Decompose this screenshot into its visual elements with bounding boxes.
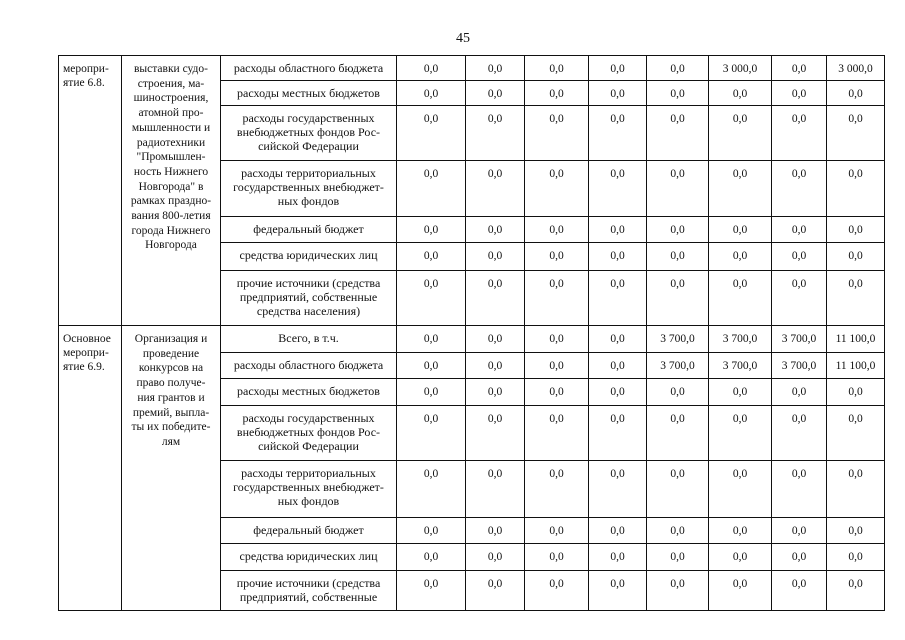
value-cell: 0,0 bbox=[525, 406, 589, 461]
value-cell: 0,0 bbox=[647, 571, 709, 611]
value-cell: 0,0 bbox=[827, 379, 885, 406]
funding-source-line: расходы государственных bbox=[242, 111, 375, 125]
value-cell: 0,0 bbox=[397, 161, 466, 217]
value-cell: 0,0 bbox=[589, 461, 647, 518]
value-cell: 0,0 bbox=[827, 217, 885, 243]
measure-name-line: радиотехники bbox=[136, 136, 206, 149]
value-cell: 0,0 bbox=[772, 161, 827, 217]
value-cell: 0,0 bbox=[589, 106, 647, 161]
table-row bbox=[59, 56, 885, 81]
value-cell: 0,0 bbox=[772, 56, 827, 81]
measure-name-line: Новгорода bbox=[145, 239, 197, 252]
value-cell: 0,0 bbox=[827, 81, 885, 106]
value-cell: 0,0 bbox=[525, 56, 589, 81]
measure-name-line: Организация и bbox=[134, 333, 208, 345]
funding-source-cell bbox=[221, 161, 397, 217]
value-cell: 0,0 bbox=[466, 326, 525, 353]
value-cell: 0,0 bbox=[466, 81, 525, 106]
value-cell: 0,0 bbox=[772, 81, 827, 106]
value-cell: 0,0 bbox=[397, 406, 466, 461]
value-cell: 0,0 bbox=[709, 217, 772, 243]
value-cell: 0,0 bbox=[466, 56, 525, 81]
value-cell: 0,0 bbox=[397, 217, 466, 243]
value-cell: 0,0 bbox=[827, 518, 885, 544]
funding-source-line: ных фондов bbox=[277, 494, 340, 508]
value-cell: 0,0 bbox=[466, 544, 525, 571]
funding-source-line: прочие источники (средства bbox=[236, 576, 381, 590]
funding-source-line: расходы областного бюджета bbox=[233, 61, 384, 75]
funding-source-cell bbox=[221, 353, 397, 379]
funding-source-line: сийской Федерации bbox=[258, 139, 359, 153]
funding-source-line: сийской Федерации bbox=[258, 439, 359, 453]
value-cell: 0,0 bbox=[647, 544, 709, 571]
funding-source-cell bbox=[221, 518, 397, 544]
measure-name-cell bbox=[122, 56, 221, 326]
value-cell: 0,0 bbox=[397, 326, 466, 353]
value-cell: 0,0 bbox=[589, 326, 647, 353]
funding-source-line: предприятий, собственные bbox=[239, 290, 378, 304]
measure-name-line: лям bbox=[161, 435, 181, 448]
value-cell: 0,0 bbox=[647, 161, 709, 217]
value-cell: 0,0 bbox=[647, 56, 709, 81]
value-cell: 0,0 bbox=[709, 243, 772, 271]
value-cell: 0,0 bbox=[397, 379, 466, 406]
value-cell: 0,0 bbox=[589, 379, 647, 406]
measure-name-line: Новгорода" в bbox=[138, 180, 204, 193]
measure-name-line: мышленности и bbox=[131, 121, 211, 134]
measure-name-line: строения, ма- bbox=[137, 77, 205, 90]
value-cell: 0,0 bbox=[397, 353, 466, 379]
measure-id-line: меропри- bbox=[63, 63, 109, 75]
value-cell: 0,0 bbox=[709, 271, 772, 326]
value-cell: 0,0 bbox=[827, 161, 885, 217]
funding-source-line: расходы местных бюджетов bbox=[237, 86, 380, 100]
value-cell: 0,0 bbox=[525, 161, 589, 217]
value-cell: 0,0 bbox=[827, 106, 885, 161]
measure-id-line: Основное bbox=[63, 333, 111, 345]
measure-name-line: ния грантов и bbox=[137, 391, 205, 404]
value-cell: 0,0 bbox=[466, 379, 525, 406]
value-cell: 0,0 bbox=[525, 571, 589, 611]
value-cell: 0,0 bbox=[525, 81, 589, 106]
funding-source-cell bbox=[221, 461, 397, 518]
measure-name-line: премий, выпла- bbox=[132, 406, 210, 419]
value-cell: 3 000,0 bbox=[709, 56, 772, 81]
value-cell: 0,0 bbox=[709, 106, 772, 161]
value-cell: 3 700,0 bbox=[772, 326, 827, 353]
value-cell: 0,0 bbox=[827, 406, 885, 461]
funding-source-line: расходы территориальных bbox=[241, 166, 376, 180]
value-cell: 0,0 bbox=[525, 326, 589, 353]
value-cell: 0,0 bbox=[772, 571, 827, 611]
value-cell: 0,0 bbox=[589, 81, 647, 106]
funding-source-line: средства юридических лиц bbox=[239, 549, 378, 563]
value-cell: 0,0 bbox=[525, 379, 589, 406]
table-row bbox=[59, 326, 885, 353]
value-cell: 0,0 bbox=[525, 518, 589, 544]
value-cell: 0,0 bbox=[466, 353, 525, 379]
value-cell: 0,0 bbox=[589, 56, 647, 81]
value-cell: 0,0 bbox=[647, 379, 709, 406]
measure-name-line: проведение bbox=[142, 347, 200, 360]
value-cell: 0,0 bbox=[772, 106, 827, 161]
value-cell: 0,0 bbox=[466, 406, 525, 461]
value-cell: 0,0 bbox=[397, 518, 466, 544]
value-cell: 0,0 bbox=[772, 243, 827, 271]
value-cell: 0,0 bbox=[525, 243, 589, 271]
value-cell: 0,0 bbox=[589, 571, 647, 611]
measure-name-cell bbox=[122, 326, 221, 611]
value-cell: 0,0 bbox=[589, 243, 647, 271]
measure-name-line: "Промышлен- bbox=[136, 151, 206, 164]
measure-id-line: ятие 6.9. bbox=[63, 361, 105, 373]
funding-source-cell bbox=[221, 217, 397, 243]
value-cell: 11 100,0 bbox=[827, 326, 885, 353]
value-cell: 0,0 bbox=[397, 56, 466, 81]
measure-id-line: меропри- bbox=[63, 347, 109, 359]
value-cell: 0,0 bbox=[589, 353, 647, 379]
value-cell: 0,0 bbox=[772, 406, 827, 461]
measure-name-line: шиностроения, bbox=[133, 92, 209, 105]
value-cell: 0,0 bbox=[709, 571, 772, 611]
value-cell: 0,0 bbox=[772, 544, 827, 571]
value-cell: 0,0 bbox=[466, 271, 525, 326]
value-cell: 3 700,0 bbox=[647, 326, 709, 353]
value-cell: 0,0 bbox=[397, 81, 466, 106]
funding-source-cell bbox=[221, 106, 397, 161]
funding-source-line: государственных внебюджет- bbox=[233, 180, 384, 194]
value-cell: 3 700,0 bbox=[709, 326, 772, 353]
value-cell: 0,0 bbox=[589, 217, 647, 243]
value-cell: 0,0 bbox=[709, 379, 772, 406]
value-cell: 3 700,0 bbox=[709, 353, 772, 379]
funding-source-cell bbox=[221, 571, 397, 611]
funding-source-line: средства населения) bbox=[256, 304, 361, 318]
measure-name-line: ность Нижнего bbox=[133, 165, 209, 178]
value-cell: 0,0 bbox=[709, 161, 772, 217]
value-cell: 0,0 bbox=[466, 106, 525, 161]
funding-source-cell bbox=[221, 81, 397, 106]
measure-name-line: рамках праздно- bbox=[130, 195, 212, 208]
value-cell: 0,0 bbox=[525, 271, 589, 326]
value-cell: 0,0 bbox=[397, 106, 466, 161]
value-cell: 0,0 bbox=[647, 217, 709, 243]
value-cell: 0,0 bbox=[397, 544, 466, 571]
value-cell: 0,0 bbox=[589, 406, 647, 461]
value-cell: 0,0 bbox=[397, 271, 466, 326]
value-cell: 0,0 bbox=[827, 243, 885, 271]
funding-source-cell bbox=[221, 271, 397, 326]
funding-source-cell bbox=[221, 56, 397, 81]
value-cell: 0,0 bbox=[827, 571, 885, 611]
value-cell: 0,0 bbox=[709, 518, 772, 544]
funding-source-line: расходы территориальных bbox=[241, 466, 376, 480]
measure-id-cell bbox=[59, 56, 122, 326]
table-body bbox=[59, 56, 885, 611]
value-cell: 3 700,0 bbox=[772, 353, 827, 379]
value-cell: 0,0 bbox=[589, 271, 647, 326]
value-cell: 0,0 bbox=[772, 518, 827, 544]
funding-source-cell bbox=[221, 379, 397, 406]
value-cell: 0,0 bbox=[772, 217, 827, 243]
value-cell: 0,0 bbox=[647, 406, 709, 461]
funding-source-line: федеральный бюджет bbox=[253, 523, 364, 537]
value-cell: 0,0 bbox=[525, 353, 589, 379]
funding-source-line: ных фондов bbox=[277, 194, 340, 208]
value-cell: 0,0 bbox=[525, 217, 589, 243]
value-cell: 0,0 bbox=[772, 379, 827, 406]
page-number: 45 bbox=[456, 31, 470, 46]
value-cell: 0,0 bbox=[466, 461, 525, 518]
value-cell: 0,0 bbox=[525, 461, 589, 518]
funding-source-cell bbox=[221, 406, 397, 461]
funding-source-cell bbox=[221, 544, 397, 571]
value-cell: 11 100,0 bbox=[827, 353, 885, 379]
value-cell: 0,0 bbox=[647, 106, 709, 161]
funding-source-line: федеральный бюджет bbox=[253, 222, 364, 236]
measure-name-line: конкурсов на bbox=[138, 362, 204, 375]
funding-source-line: расходы областного бюджета bbox=[233, 358, 384, 372]
value-cell: 0,0 bbox=[589, 544, 647, 571]
measure-name-line: города Нижнего bbox=[131, 224, 211, 237]
value-cell: 0,0 bbox=[397, 571, 466, 611]
value-cell: 0,0 bbox=[589, 518, 647, 544]
funding-source-line: внебюджетных фондов Рос- bbox=[236, 425, 381, 439]
funding-source-line: расходы местных бюджетов bbox=[237, 384, 380, 398]
value-cell: 0,0 bbox=[466, 571, 525, 611]
funding-source-line: государственных внебюджет- bbox=[233, 480, 384, 494]
funding-table bbox=[58, 55, 885, 611]
value-cell: 0,0 bbox=[709, 544, 772, 571]
value-cell: 0,0 bbox=[772, 461, 827, 518]
value-cell: 0,0 bbox=[466, 518, 525, 544]
value-cell: 0,0 bbox=[525, 106, 589, 161]
measure-id-line: ятие 6.8. bbox=[63, 77, 105, 89]
value-cell: 0,0 bbox=[709, 406, 772, 461]
value-cell: 0,0 bbox=[466, 217, 525, 243]
measure-name-line: атомной про- bbox=[138, 107, 204, 120]
value-cell: 0,0 bbox=[466, 161, 525, 217]
measure-name-line: право получе- bbox=[136, 377, 206, 390]
value-cell: 0,0 bbox=[647, 243, 709, 271]
value-cell: 0,0 bbox=[772, 271, 827, 326]
value-cell: 0,0 bbox=[647, 518, 709, 544]
funding-source-cell bbox=[221, 326, 397, 353]
value-cell: 0,0 bbox=[647, 271, 709, 326]
funding-source-cell bbox=[221, 243, 397, 271]
value-cell: 0,0 bbox=[827, 461, 885, 518]
value-cell: 0,0 bbox=[525, 544, 589, 571]
funding-source-line: предприятий, собственные bbox=[239, 590, 378, 604]
value-cell: 0,0 bbox=[397, 243, 466, 271]
value-cell: 0,0 bbox=[709, 461, 772, 518]
value-cell: 0,0 bbox=[647, 81, 709, 106]
value-cell: 0,0 bbox=[589, 161, 647, 217]
measure-name-line: ты их победите- bbox=[131, 421, 211, 434]
funding-source-line: расходы государственных bbox=[242, 411, 375, 425]
measure-id-cell bbox=[59, 326, 122, 611]
value-cell: 3 000,0 bbox=[827, 56, 885, 81]
funding-source-line: Всего, в т.ч. bbox=[278, 331, 339, 345]
funding-source-line: средства юридических лиц bbox=[239, 248, 378, 262]
funding-source-line: внебюджетных фондов Рос- bbox=[236, 125, 381, 139]
value-cell: 0,0 bbox=[827, 271, 885, 326]
value-cell: 0,0 bbox=[827, 544, 885, 571]
value-cell: 0,0 bbox=[709, 81, 772, 106]
value-cell: 3 700,0 bbox=[647, 353, 709, 379]
value-cell: 0,0 bbox=[466, 243, 525, 271]
measure-name-line: вания 800-летия bbox=[131, 210, 211, 223]
value-cell: 0,0 bbox=[647, 461, 709, 518]
value-cell: 0,0 bbox=[397, 461, 466, 518]
measure-name-line: выставки судо- bbox=[134, 63, 208, 75]
funding-source-line: прочие источники (средства bbox=[236, 276, 381, 290]
